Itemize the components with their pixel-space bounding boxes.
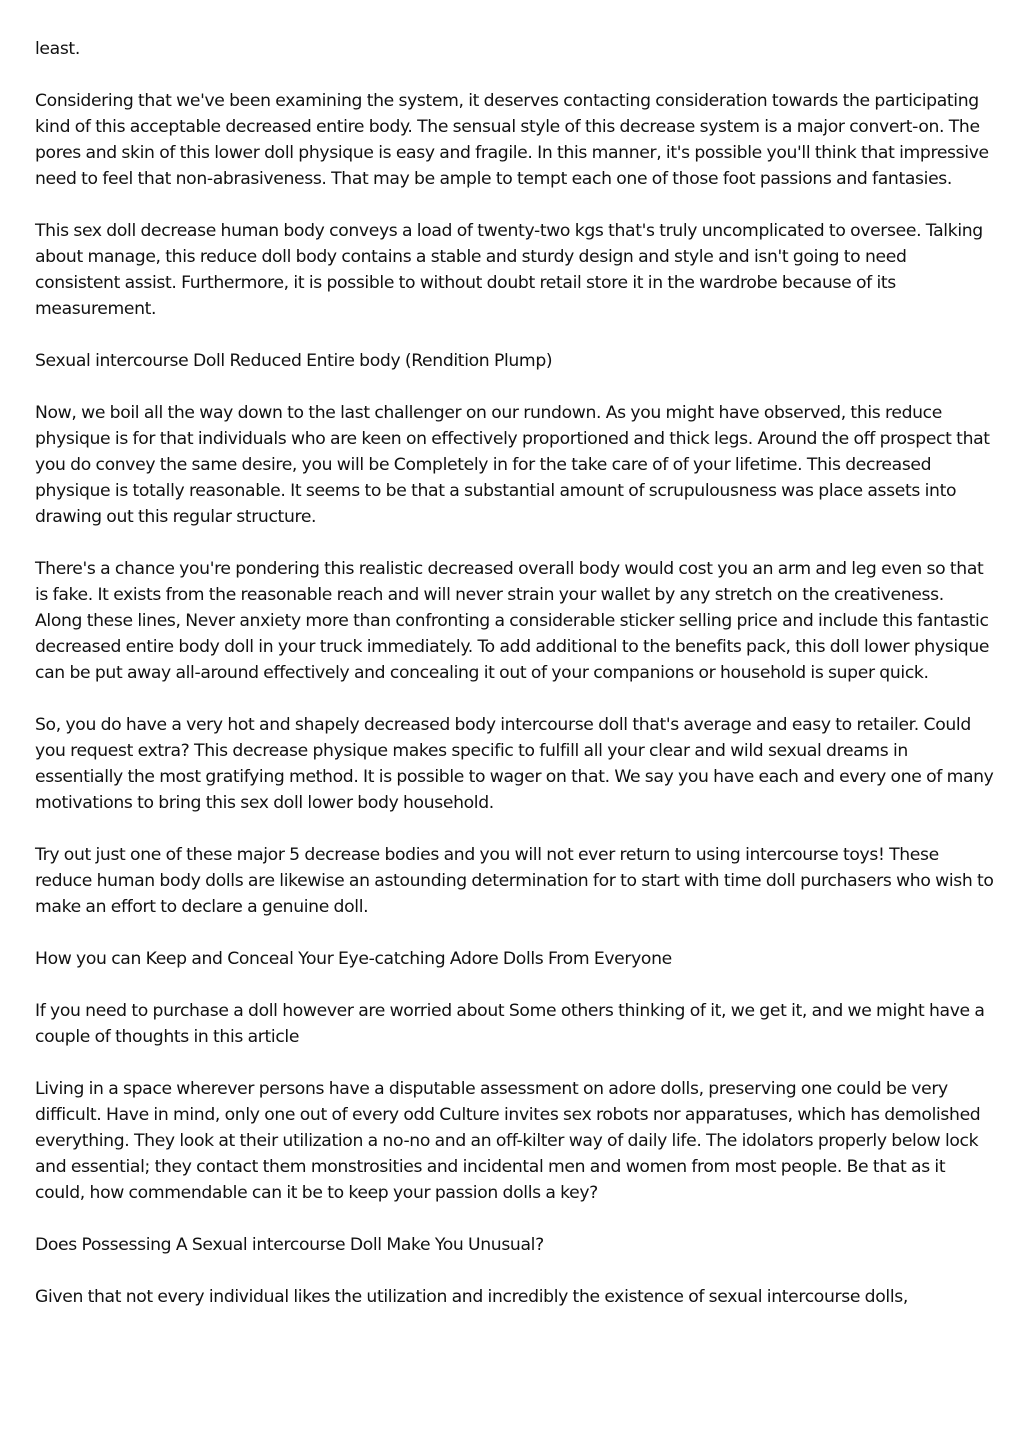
paragraph: Try out just one of these major 5 decrease bodies and you will not ever return to using intercourse toys! These reduce human body dolls are likewise an astounding determination for to start with time doll purchasers who wish to make an effort to declare a genuine doll. bbox=[35, 845, 994, 917]
paragraph: Living in a space wherever persons have a disputable assessment on adore dolls, preserving one could be very difficult. Have in mind, only one out of every odd Culture invites sex robots nor apparatuses, which has demolished everything. They look at their utilization a no-no and an off-kilter way of daily life. The idolators properly below lock and essential; they contact them monstrosities and incidental men and women from most people. Be that as it could, how commendable can it be to keep your passion dolls a key? bbox=[35, 1079, 981, 1203]
paragraph: Considering that we've been examining the system, it deserves contacting consideration towards the participating kind of this acceptable decreased entire body. The sensual style of this decrease system is a major convert-on. The pores and skin of this lower doll physique is easy and fragile. In this manner, it's possible you'll think that impressive need to feel that non-abrasiveness. That may be ample to tempt each one of those foot passions and fantasies. bbox=[35, 91, 989, 189]
paragraph: There's a chance you're pondering this realistic decreased overall body would cost you an arm and leg even so that is fake. It exists from the reasonable reach and will never strain your wallet by any stretch on the creativeness. Along these lines, Never anxiety more than confronting a considerable sticker selling price and include this fantastic decreased entire body doll in your truck immediately. To add additional to the benefits pack, this doll lower physique can be put away all-around effectively and concealing it out of your companions or household is super quick. bbox=[35, 559, 990, 683]
paragraph: This sex doll decrease human body conveys a load of twenty-two kgs that's truly uncomplicated to oversee. Talking about manage, this reduce doll body contains a stable and sturdy design and style and isn't going to need consistent assist. Furthermore, it is possible to without doubt retail store it in the wardrobe because of its measurement. bbox=[35, 221, 983, 319]
paragraph: So, you do have a very hot and shapely decreased body intercourse doll that's average and easy to retailer. Could you request extra? This decrease physique makes specific to fulfill all your clear and wild sexual dreams in essentially the most gratifying method. It is possible to wager on that. We say you have each and every one of many motivations to bring this sex doll lower body household. bbox=[35, 715, 994, 813]
section-heading: Sexual intercourse Doll Reduced Entire body (Rendition Plump) bbox=[35, 351, 553, 371]
section-heading: How you can Keep and Conceal Your Eye-catching Adore Dolls From Everyone bbox=[35, 949, 672, 969]
document-body bbox=[35, 36, 995, 1336]
section-heading: Does Possessing A Sexual intercourse Doll Make You Unusual? bbox=[35, 1235, 544, 1255]
paragraph: If you need to purchase a doll however are worried about Some others thinking of it, we get it, and we might have a couple of thoughts in this article bbox=[35, 1001, 985, 1047]
paragraph-continuation: least. bbox=[35, 39, 80, 59]
paragraph: Now, we boil all the way down to the last challenger on our rundown. As you might have observed, this reduce physique is for that individuals who are keen on effectively proportioned and thick legs. Around the off prospect that you do convey the same desire, you will be Completely in for the take care of of your lifetime. This decreased physique is totally reasonable. It seems to be that a substantial amount of scrupulousness was place assets into drawing out this regular structure. bbox=[35, 403, 990, 527]
paragraph-truncated: Given that not every individual likes the utilization and incredibly the existence of sexual intercourse dolls, bbox=[35, 1287, 908, 1307]
